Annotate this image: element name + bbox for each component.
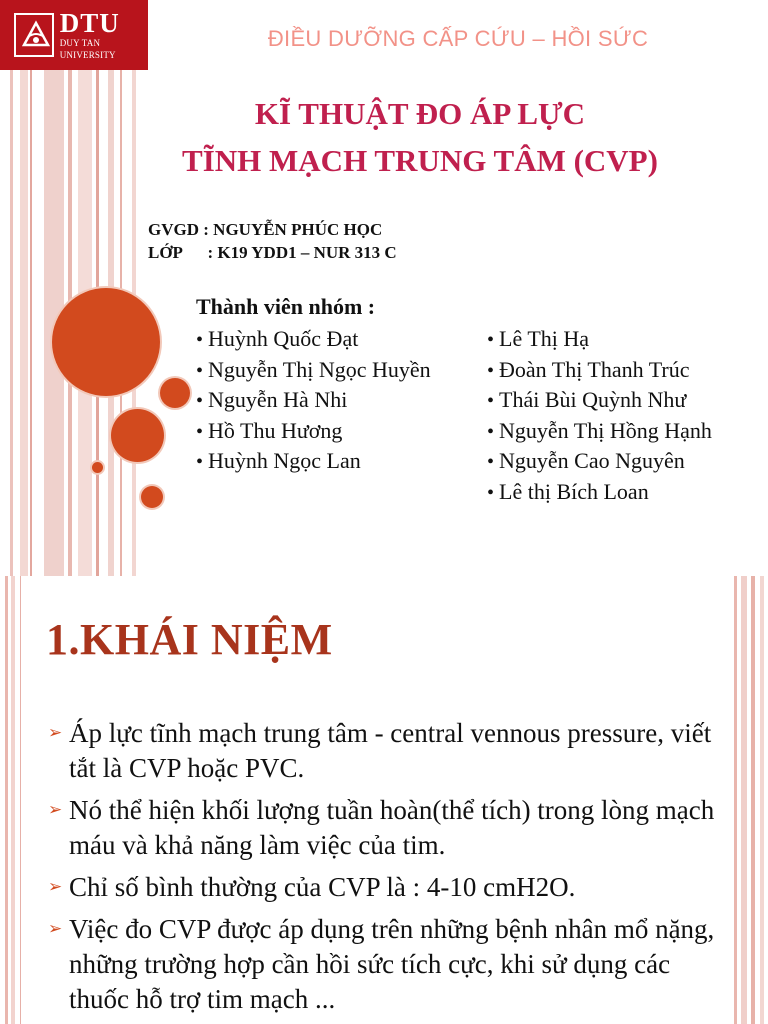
decorative-stripe (741, 576, 747, 1024)
decorative-stripe (11, 576, 15, 1024)
decorative-stripe (120, 0, 122, 576)
logo-subtitle: DUY TAN UNIVERSITY (59, 38, 116, 60)
decorative-stripe (20, 0, 28, 576)
member-item: • Huỳnh Ngọc Lan (196, 446, 431, 477)
decorative-stripe (44, 0, 64, 576)
member-item: • Hồ Thu Hương (196, 416, 431, 447)
decorative-circle (141, 486, 163, 508)
member-item: • Nguyễn Thị Ngọc Huyền (196, 355, 431, 386)
bullet-item (46, 716, 726, 786)
section-heading: 1.KHÁI NIỆM (46, 615, 333, 664)
member-item: • Đoàn Thị Thanh Trúc (487, 355, 712, 386)
member-item: • Nguyễn Hà Nhi (196, 385, 431, 416)
dtu-logo (0, 0, 148, 70)
slide-title-line-2: TĨNH MẠCH TRUNG TÂM (CVP) (182, 143, 658, 178)
bullet-text: Việc đo CVP được áp dụng trên những bệnh nhân mổ nặng, những trường hợp cần hồi sức tích cực, khi sử dụng các thuốc hỗ trợ tim mạch ... (69, 914, 715, 1014)
decorative-stripe (68, 0, 72, 576)
decorative-stripe (20, 576, 21, 1024)
logo-name: DTU (59, 8, 120, 38)
slide-title-line-1: KĨ THUẬT ĐO ÁP LỰC (254, 96, 586, 131)
bullet-item (46, 912, 726, 1017)
member-item: • Thái Bùi Quỳnh Như (487, 385, 712, 416)
decorative-stripe (132, 0, 136, 576)
arrow-bullet-icon: ➢ (48, 877, 63, 897)
bullet-item (46, 793, 726, 863)
bullet-item (46, 870, 726, 905)
arrow-bullet-icon: ➢ (48, 723, 63, 743)
member-item: • Lê Thị Hạ (487, 324, 712, 355)
arrow-bullet-icon: ➢ (48, 800, 63, 820)
decorative-stripe (10, 0, 13, 576)
members-list-left (196, 324, 431, 477)
decorative-stripe (5, 576, 8, 1024)
course-name: ĐIỀU DƯỠNG CẤP CỨU – HỒI SỨC (267, 26, 649, 51)
bullet-text: Chỉ số bình thường của CVP là : 4-10 cmH2O. (69, 872, 576, 902)
member-item: • Nguyễn Cao Nguyên (487, 446, 712, 477)
decorative-stripe (78, 0, 92, 576)
decorative-circle (160, 378, 190, 408)
member-item: • Huỳnh Quốc Đạt (196, 324, 431, 355)
bullet-text: Áp lực tĩnh mạch trung tâm - central vennous pressure, viết tắt là CVP hoặc PVC. (69, 718, 712, 783)
arrow-bullet-icon: ➢ (48, 919, 63, 939)
dtu-emblem-icon (14, 13, 54, 57)
members-list-right (487, 324, 712, 508)
decorative-circle (92, 462, 103, 473)
concept-bullet-list (46, 716, 726, 1024)
members-heading: Thành viên nhóm : (196, 294, 376, 319)
content-slide (0, 576, 768, 1024)
member-item: • Lê thị Bích Loan (487, 477, 712, 508)
decorative-stripe (760, 576, 764, 1024)
instructor: GVGD : NGUYỄN PHÚC HỌC (148, 220, 383, 239)
member-item: • Nguyễn Thị Hồng Hạnh (487, 416, 712, 447)
decorative-stripe (751, 576, 755, 1024)
decorative-circle (111, 409, 164, 462)
decorative-stripe (734, 576, 737, 1024)
decorative-circle (52, 288, 160, 396)
bullet-text: Nó thể hiện khối lượng tuần hoàn(thể tích) trong lòng mạch máu và khả năng làm việc của tim. (69, 795, 715, 860)
class-info: LỚP : K19 YDD1 – NUR 313 C (148, 243, 397, 262)
decorative-stripe (30, 0, 32, 576)
